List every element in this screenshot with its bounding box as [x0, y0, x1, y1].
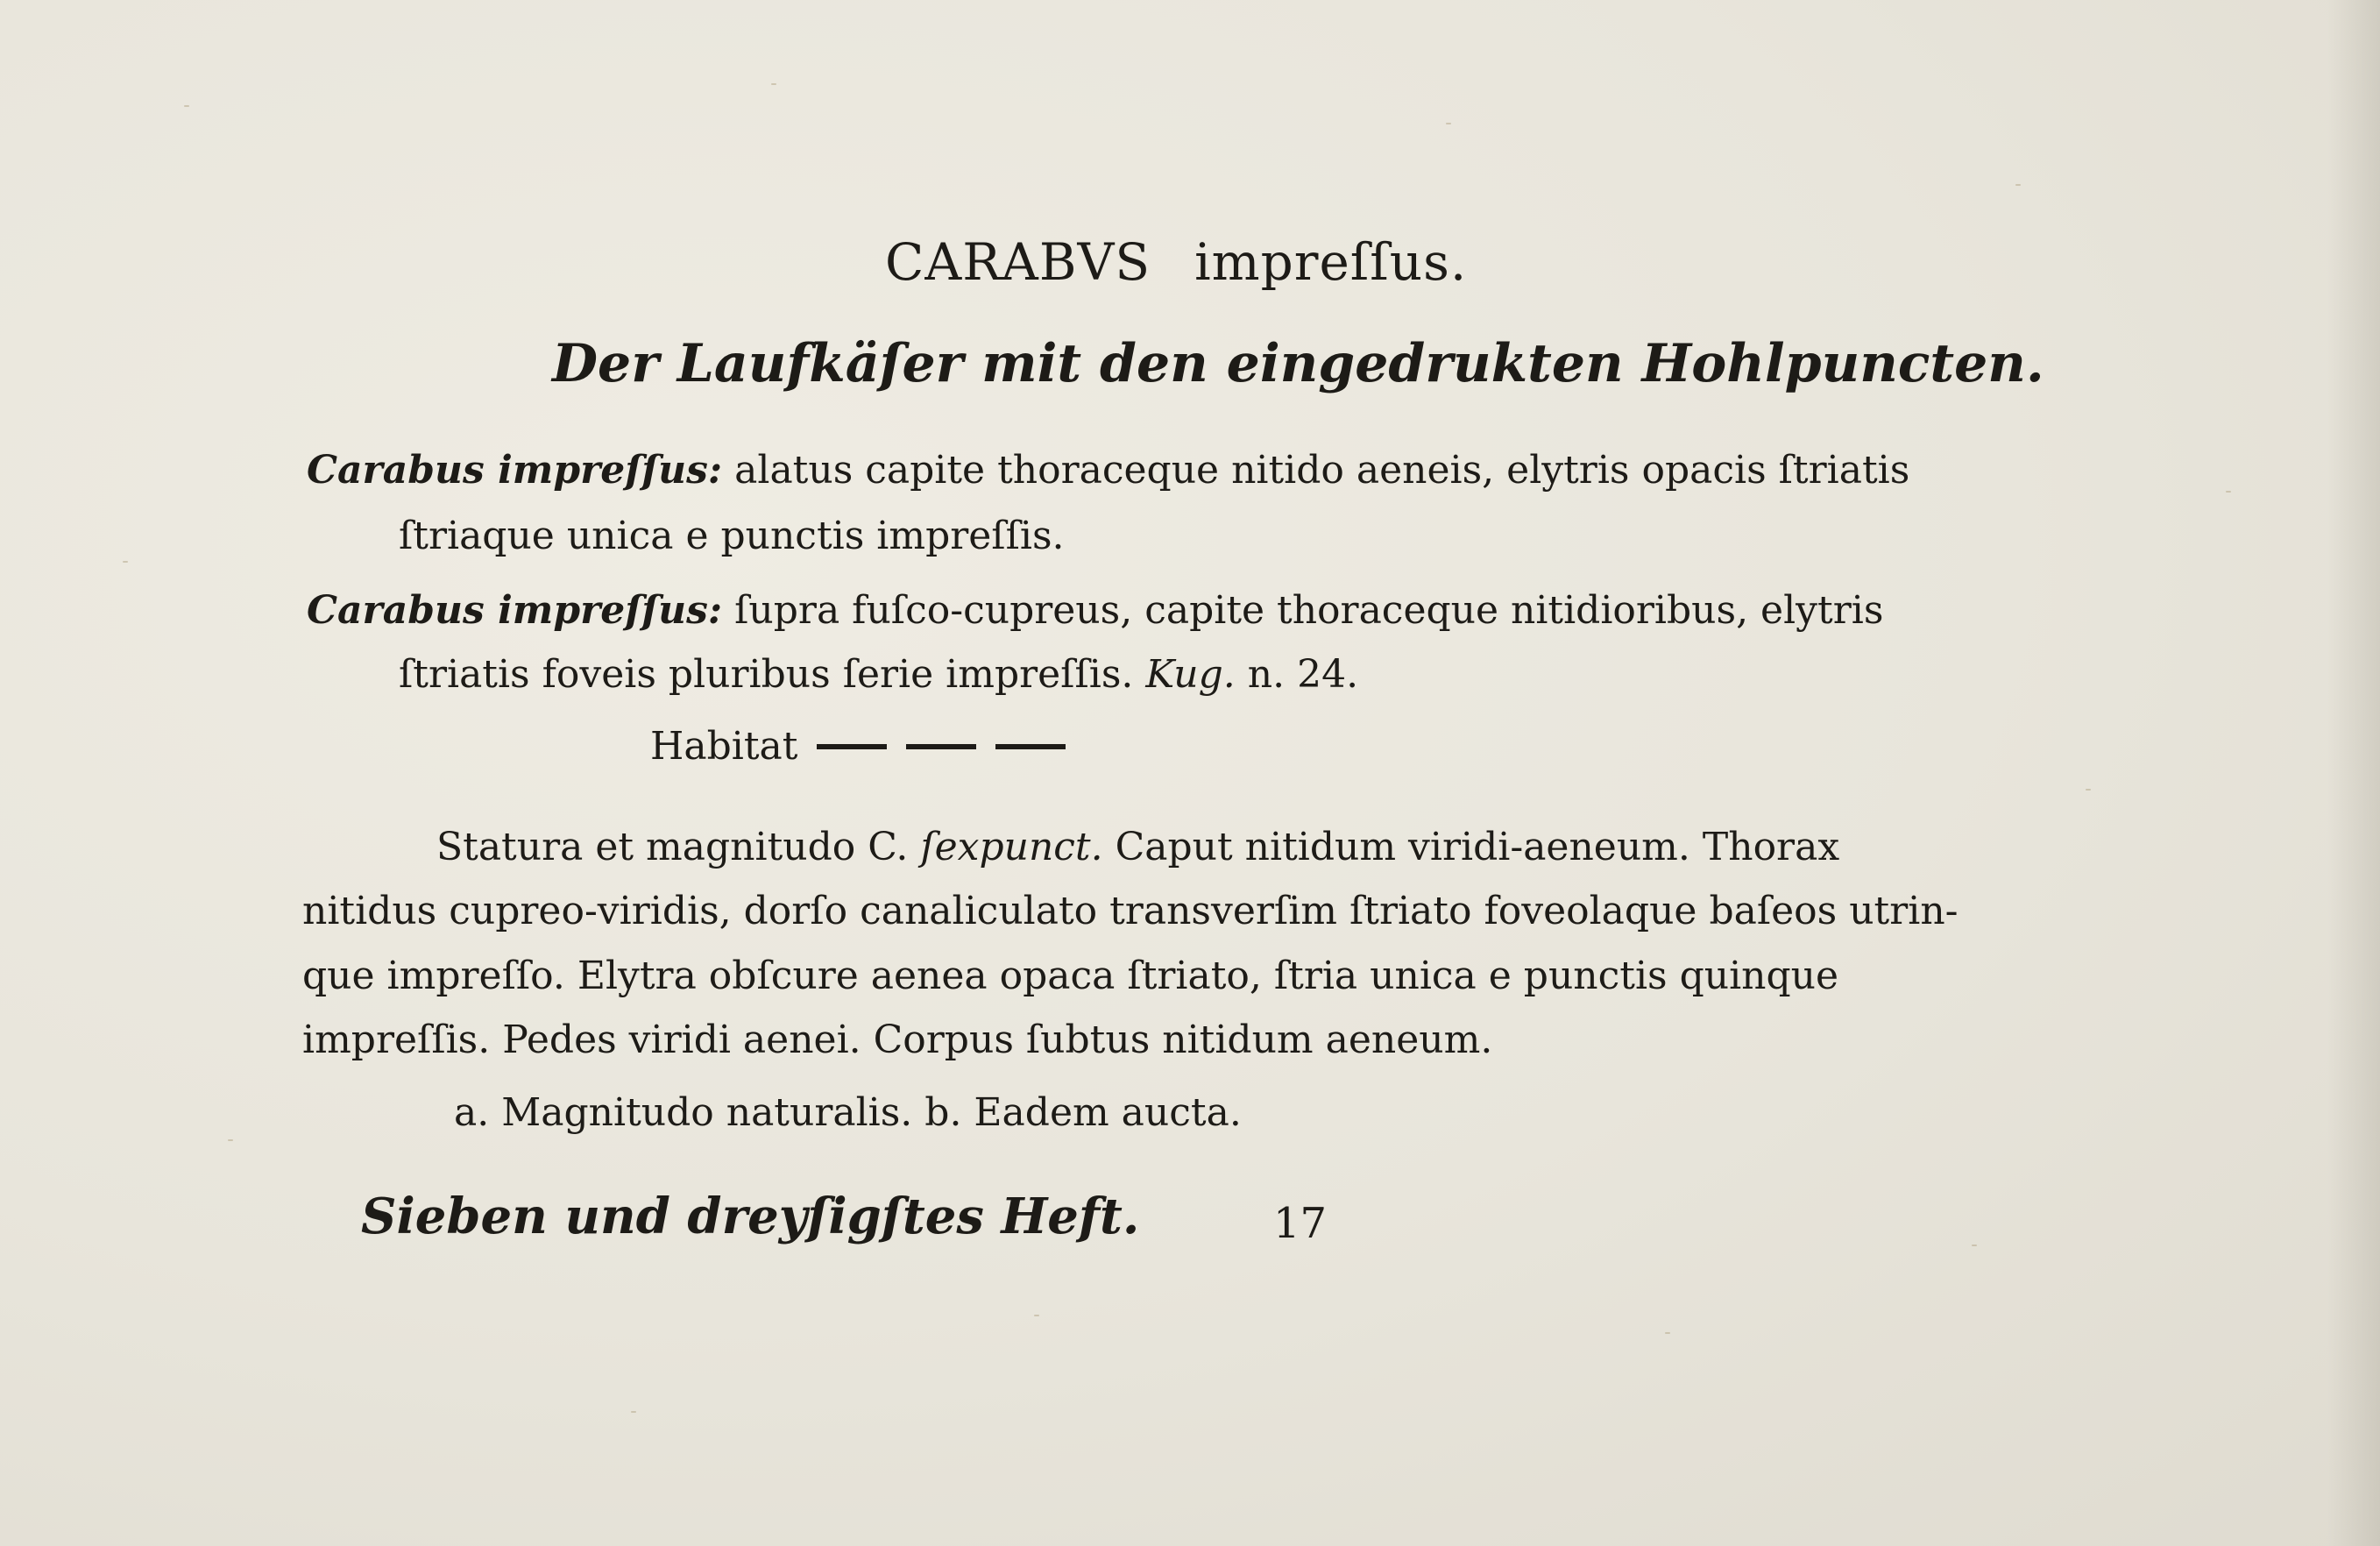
- page-title: [885, 232, 1468, 292]
- synonym-2-reference: Kug.: [1145, 652, 1236, 697]
- description-line-1: [436, 825, 1840, 869]
- synonym-1-name: Carabus impreſſus:: [307, 448, 723, 493]
- habitat-dash: [995, 744, 1066, 749]
- page-subtitle: Der Laufkäſer mit den eingedrukten Hohlpuncten.: [552, 333, 2044, 394]
- description-italic: ſexpunct.: [920, 825, 1103, 869]
- synonym-1-line-1: [307, 448, 1910, 493]
- synonym-1-line-2: ſtriaque unica e punctis impreſſis.: [399, 514, 1065, 558]
- description-line-4: impreſſis. Pedes viridi aenei. Corpus ſubtus nitidum aeneum.: [302, 1018, 1493, 1062]
- title-genus: CARABVS: [885, 232, 1151, 292]
- habitat-dash: [817, 744, 887, 749]
- page-number: 17: [1273, 1199, 1328, 1248]
- description-text: Caput nitidum viridi-aeneum. Thorax: [1115, 825, 1840, 869]
- synonym-2-name: Carabus impreſſus:: [307, 588, 723, 633]
- habitat-line: [650, 724, 1066, 769]
- description-line-3: que impreſſo. Elytra obſcure aenea opaca ſtriato, ſtria unica e punctis quinque: [302, 954, 1839, 998]
- synonym-2-text-2: ſtriatis foveis pluribus ſerie impreſſis.: [399, 652, 1134, 697]
- title-species: impreſſus.: [1194, 232, 1468, 292]
- habitat-label: Habitat: [650, 724, 798, 769]
- synonym-2-line-1: [307, 588, 1884, 633]
- habitat-dash: [906, 744, 976, 749]
- synonym-2-line-2: [399, 652, 1359, 697]
- description-line-2: nitidus cupreo-viridis, dorſo canaliculato transverſim ſtriato foveolaque baſeos utrin-: [302, 889, 1959, 933]
- signature-footer: Sieben und dreyſigſtes Heft.: [361, 1188, 1140, 1245]
- description-text: Statura et magnitudo C.: [436, 825, 909, 869]
- synonym-2-text: ſupra fuſco-cupreus, capite thoraceque nitidioribus, elytris: [734, 588, 1884, 633]
- synonym-1-text: alatus capite thoraceque nitido aeneis, elytris opacis ſtriatis: [734, 448, 1910, 493]
- figure-legend: a. Magnitudo naturalis. b. Eadem aucta.: [454, 1090, 1242, 1135]
- synonym-2-reference-number: n. 24.: [1247, 652, 1359, 697]
